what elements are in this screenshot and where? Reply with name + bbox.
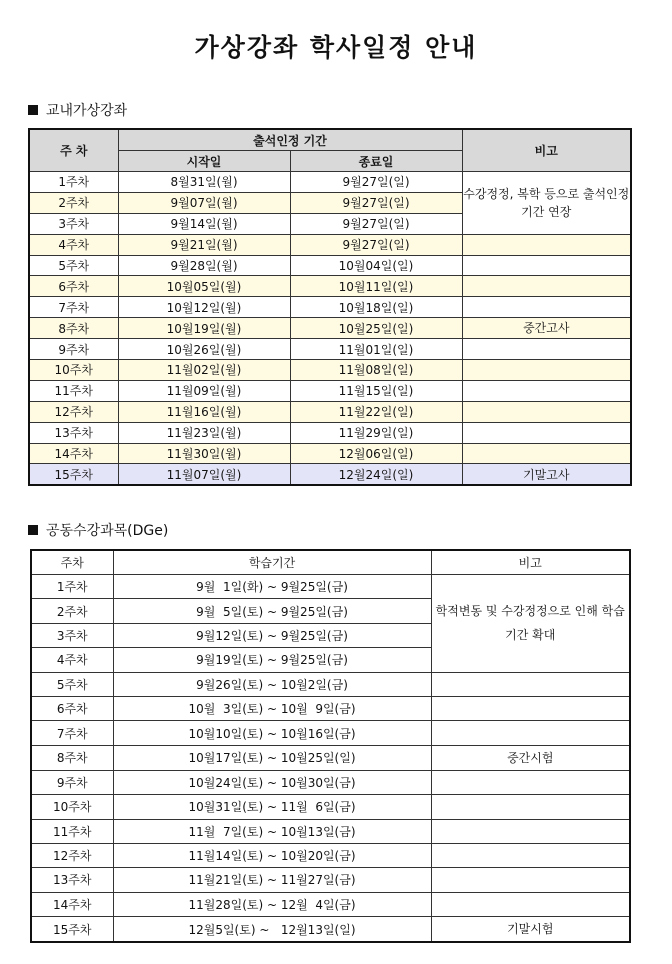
table-row <box>31 770 630 794</box>
cell-note <box>462 234 631 255</box>
cell-period: 9월26일(토) ~ 10월2일(금) <box>113 672 431 696</box>
cell-note <box>431 721 630 745</box>
cell-note: 기말시험 <box>431 917 630 943</box>
cell-week: 10주차 <box>31 795 113 819</box>
table-row <box>29 360 631 381</box>
page-title: 가상강좌 학사일정 안내 <box>194 33 478 62</box>
cell-end: 9월27일(일) <box>290 192 462 213</box>
cell-start: 10월05일(월) <box>118 276 290 297</box>
cell-week: 2주차 <box>29 192 118 213</box>
cell-note <box>462 297 631 318</box>
header-note: 비고 <box>431 550 630 575</box>
cell-end: 9월27일(일) <box>290 234 462 255</box>
cell-start: 10월26일(월) <box>118 339 290 360</box>
cell-note <box>431 696 630 720</box>
cell-note <box>431 819 630 843</box>
campus-schedule-table <box>28 128 632 486</box>
cell-week: 2주차 <box>31 599 113 623</box>
table-row <box>31 672 630 696</box>
table-row <box>29 380 631 401</box>
square-bullet-icon <box>28 525 38 535</box>
cell-week: 8주차 <box>29 318 118 339</box>
cell-end: 9월27일(일) <box>290 213 462 234</box>
cell-period: 9월19일(토) ~ 9월25일(금) <box>113 648 431 672</box>
table-row <box>29 318 631 339</box>
square-bullet-icon <box>28 105 38 115</box>
cell-week: 6주차 <box>29 276 118 297</box>
cell-start: 9월21일(월) <box>118 234 290 255</box>
cell-start: 11월30일(월) <box>118 443 290 464</box>
cell-week: 12주차 <box>31 843 113 867</box>
cell-week: 4주차 <box>29 234 118 255</box>
cell-end: 9월27일(일) <box>290 172 462 193</box>
cell-note <box>462 339 631 360</box>
cell-note: 중간시험 <box>431 745 630 770</box>
cell-start: 9월14일(월) <box>118 213 290 234</box>
table-row <box>31 843 630 867</box>
cell-period: 10월17일(토) ~ 10월25일(일) <box>113 745 431 770</box>
cell-week: 7주차 <box>31 721 113 745</box>
cell-note <box>431 843 630 867</box>
cell-start: 11월07일(월) <box>118 464 290 485</box>
cell-start: 10월19일(월) <box>118 318 290 339</box>
cell-week: 1주차 <box>31 575 113 599</box>
cell-note <box>462 360 631 381</box>
cell-note: 중간고사 <box>462 318 631 339</box>
cell-note <box>462 443 631 464</box>
table-row <box>29 401 631 422</box>
cell-week: 14주차 <box>29 443 118 464</box>
cell-week: 1주차 <box>29 172 118 193</box>
cell-end: 11월01일(일) <box>290 339 462 360</box>
cell-note: 수강정정, 복학 등으로 출석인정 기간 연장 <box>462 172 631 235</box>
cell-note <box>431 672 630 696</box>
cell-period: 11월28일(토) ~ 12월 4일(금) <box>113 892 431 916</box>
cell-week: 4주차 <box>31 648 113 672</box>
cell-week: 13주차 <box>29 422 118 443</box>
cell-note: 기말고사 <box>462 464 631 485</box>
table-row <box>31 721 630 745</box>
section-heading-text: 공동수강과목(DGe) <box>46 523 169 539</box>
cell-note <box>431 868 630 892</box>
cell-start: 9월28일(월) <box>118 255 290 276</box>
cell-week: 7주차 <box>29 297 118 318</box>
cell-period: 10월 3일(토) ~ 10월 9일(금) <box>113 696 431 720</box>
cell-week: 9주차 <box>31 770 113 794</box>
cell-week: 13주차 <box>31 868 113 892</box>
table-row <box>29 443 631 464</box>
cell-period: 10월10일(토) ~ 10월16일(금) <box>113 721 431 745</box>
cell-period: 9월 5일(토) ~ 9월25일(금) <box>113 599 431 623</box>
header-start: 시작일 <box>118 151 290 172</box>
cell-start: 10월12일(월) <box>118 297 290 318</box>
table-row <box>31 868 630 892</box>
cell-start: 8월31일(월) <box>118 172 290 193</box>
table-row <box>31 917 630 943</box>
header-end: 종료일 <box>290 151 462 172</box>
section-heading-campus <box>28 100 127 120</box>
cell-end: 11월22일(일) <box>290 401 462 422</box>
cell-period: 9월 1일(화) ~ 9월25일(금) <box>113 575 431 599</box>
table-row <box>29 255 631 276</box>
table-row <box>31 696 630 720</box>
cell-week: 9주차 <box>29 339 118 360</box>
cell-end: 10월18일(일) <box>290 297 462 318</box>
cell-period: 12월5일(토) ~ 12월13일(일) <box>113 917 431 943</box>
cell-week: 6주차 <box>31 696 113 720</box>
table-row <box>31 795 630 819</box>
cell-week: 12주차 <box>29 401 118 422</box>
cell-end: 12월24일(일) <box>290 464 462 485</box>
table-row <box>31 745 630 770</box>
cell-end: 11월08일(일) <box>290 360 462 381</box>
cell-week: 14주차 <box>31 892 113 916</box>
cell-end: 12월06일(일) <box>290 443 462 464</box>
table-row <box>29 422 631 443</box>
cell-week: 8주차 <box>31 745 113 770</box>
cell-week: 5주차 <box>31 672 113 696</box>
cell-note <box>431 892 630 916</box>
cell-note <box>431 795 630 819</box>
cell-period: 11월 7일(토) ~ 10월13일(금) <box>113 819 431 843</box>
cell-note <box>462 380 631 401</box>
cell-end: 10월25일(일) <box>290 318 462 339</box>
cell-note <box>462 276 631 297</box>
cell-note <box>431 770 630 794</box>
cell-end: 11월29일(일) <box>290 422 462 443</box>
cell-end: 10월11일(일) <box>290 276 462 297</box>
cell-week: 3주차 <box>29 213 118 234</box>
header-period: 출석인정 기간 <box>118 129 462 151</box>
cell-note <box>462 401 631 422</box>
cell-week: 15주차 <box>29 464 118 485</box>
dge-schedule-table <box>30 549 631 943</box>
cell-period: 10월24일(토) ~ 10월30일(금) <box>113 770 431 794</box>
section-heading-text: 교내가상강좌 <box>46 103 128 119</box>
cell-start: 11월02일(월) <box>118 360 290 381</box>
header-week: 주차 <box>31 550 113 575</box>
table-row <box>29 234 631 255</box>
cell-period: 9월12일(토) ~ 9월25일(금) <box>113 623 431 647</box>
cell-start: 11월09일(월) <box>118 380 290 401</box>
cell-start: 11월23일(월) <box>118 422 290 443</box>
table-row <box>29 297 631 318</box>
table-row <box>31 575 630 599</box>
cell-end: 10월04일(일) <box>290 255 462 276</box>
cell-start: 9월07일(월) <box>118 192 290 213</box>
cell-note <box>462 255 631 276</box>
cell-note <box>462 422 631 443</box>
cell-note: 학적변동 및 수강정정으로 인해 학습기간 확대 <box>431 575 630 673</box>
cell-end: 11월15일(일) <box>290 380 462 401</box>
table-row <box>31 892 630 916</box>
cell-week: 15주차 <box>31 917 113 943</box>
cell-period: 11월14일(토) ~ 10월20일(금) <box>113 843 431 867</box>
table-row <box>29 464 631 485</box>
cell-week: 10주차 <box>29 360 118 381</box>
table-row <box>29 172 631 193</box>
header-period: 학습기간 <box>113 550 431 575</box>
table-row <box>31 819 630 843</box>
table-row <box>29 276 631 297</box>
section-heading-dge <box>28 520 168 540</box>
cell-week: 11주차 <box>31 819 113 843</box>
table-row <box>29 339 631 360</box>
cell-start: 11월16일(월) <box>118 401 290 422</box>
cell-period: 11월21일(토) ~ 11월27일(금) <box>113 868 431 892</box>
header-note: 비고 <box>462 129 631 172</box>
header-week: 주 차 <box>29 129 118 172</box>
cell-week: 3주차 <box>31 623 113 647</box>
cell-week: 5주차 <box>29 255 118 276</box>
cell-week: 11주차 <box>29 380 118 401</box>
cell-period: 10월31일(토) ~ 11월 6일(금) <box>113 795 431 819</box>
